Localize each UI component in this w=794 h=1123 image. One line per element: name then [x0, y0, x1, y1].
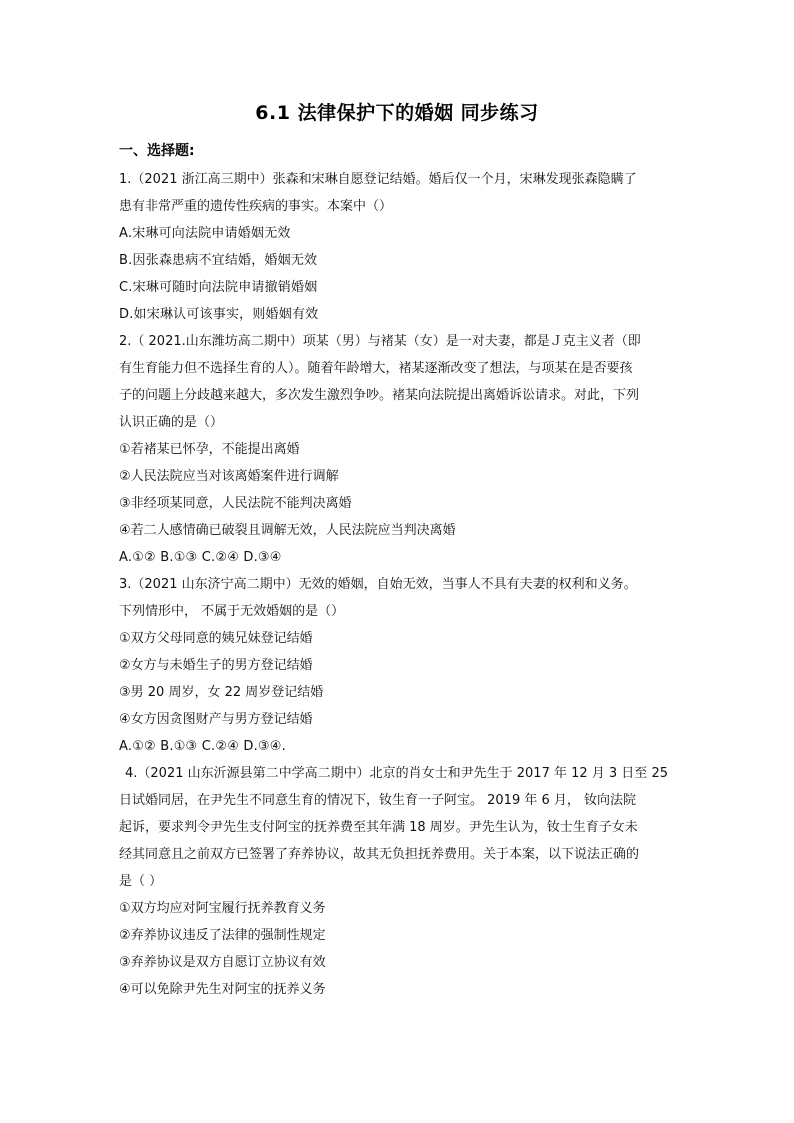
q4-statement-3: ③弃养协议是双方自愿订立协议有效 — [119, 955, 326, 970]
page-title: 6.1 法律保护下的婚姻 同步练习 — [255, 102, 539, 124]
q2-stem-line-2: 有生育能力但不选择生育的人）。随着年龄增大，褚某逐渐改变了想法，与项某在是否要孩 — [119, 361, 633, 376]
q1-option-d: D.如宋琳认可该事实，则婚姻有效 — [119, 307, 319, 322]
q1-stem-line-2: 患有非常严重的遗传性疾病的事实。本案中（） — [119, 199, 393, 214]
q2-options: A.①② B.①③ C.②④ D.③④ — [119, 550, 282, 565]
q3-statement-1: ①双方父母同意的姨兄妹登记结婚 — [119, 631, 313, 646]
q4-stem-line-2: 日试婚同居，在尹先生不同意生育的情况下，钕生育一子阿宝。 2019 年 6 月， 钕向法院 — [119, 793, 637, 808]
section-heading: 一、选择题: — [119, 143, 195, 159]
q2-statement-4: ④若二人感情确已破裂且调解无效，人民法院应当判决离婚 — [119, 523, 456, 538]
q2-statement-3: ③非经项某同意，人民法院不能判决离婚 — [119, 496, 352, 511]
q3-statement-2: ②女方与未婚生子的男方登记结婚 — [119, 658, 313, 673]
q3-options: A.①② B.①③ C.②④ D.③④. — [119, 739, 286, 754]
q2-stem-line-4: 认识正确的是（） — [119, 415, 224, 430]
q4-stem-line-4: 经其同意且之前双方已签署了弃养协议，故其无负担抚养费用。关于本案，以下说法正确的 — [119, 847, 640, 862]
q1-option-c: C.宋琳可随时向法院申请撤销婚姻 — [119, 280, 318, 295]
question-list — [119, 166, 679, 1003]
q2-stem-line-3: 子的问题上分歧越来越大，多次发生激烈争吵。褚某向法院提出离婚诉讼请求。对此，下列 — [119, 388, 640, 403]
q4-statement-2: ②弃养协议违反了法律的强制性规定 — [119, 928, 326, 943]
q1-option-a: A.宋琳可向法院申请婚姻无效 — [119, 226, 291, 241]
q2-statement-1: ①若褚某已怀孕，不能提出离婚 — [119, 442, 300, 457]
q3-statement-3: ③男 20 周岁，女 22 周岁登记结婚 — [119, 685, 324, 700]
q4-stem-line-3: 起诉，要求判令尹先生支付阿宝的抚养费至其年满 18 周岁。尹先生认为，钕士生育子女未 — [119, 820, 638, 835]
q1-stem-line-1: 1.（2021 浙江高三期中）张森和宋琳自愿登记结婚。婚后仅一个月，宋琳发现张森隐瞒了 — [119, 172, 637, 187]
q2-stem-line-1: 2.（ 2021.山东潍坊高二期中）项某（男）与褚某（女）是一对夫妻，都是Ｊ克主义者（即 — [119, 334, 641, 349]
q4-stem-line-5: 是（ ） — [119, 874, 163, 889]
q4-statement-1: ①双方均应对阿宝履行抚养教育义务 — [119, 901, 326, 916]
q3-stem-line-2: 下列情形中， 不属于无效婚姻的是（） — [119, 604, 345, 619]
q2-statement-2: ②人民法院应当对该离婚案件进行调解 — [119, 469, 339, 484]
q3-statement-4: ④女方因贪图财产与男方登记结婚 — [119, 712, 313, 727]
q4-stem-line-1: 4.（2021 山东沂源县第二中学高二期中）北京的肖女士和尹先生于 2017 年 12 月 3 日至 25 — [125, 766, 668, 781]
q4-statement-4: ④可以免除尹先生对阿宝的抚养义务 — [119, 982, 326, 997]
q1-option-b: B.因张森患病不宜结婚，婚姻无效 — [119, 253, 318, 268]
q3-stem-line-1: 3.（2021 山东济宁高二期中）无效的婚姻，自始无效，当事人不具有夫妻的权利和义务。 — [119, 577, 637, 592]
